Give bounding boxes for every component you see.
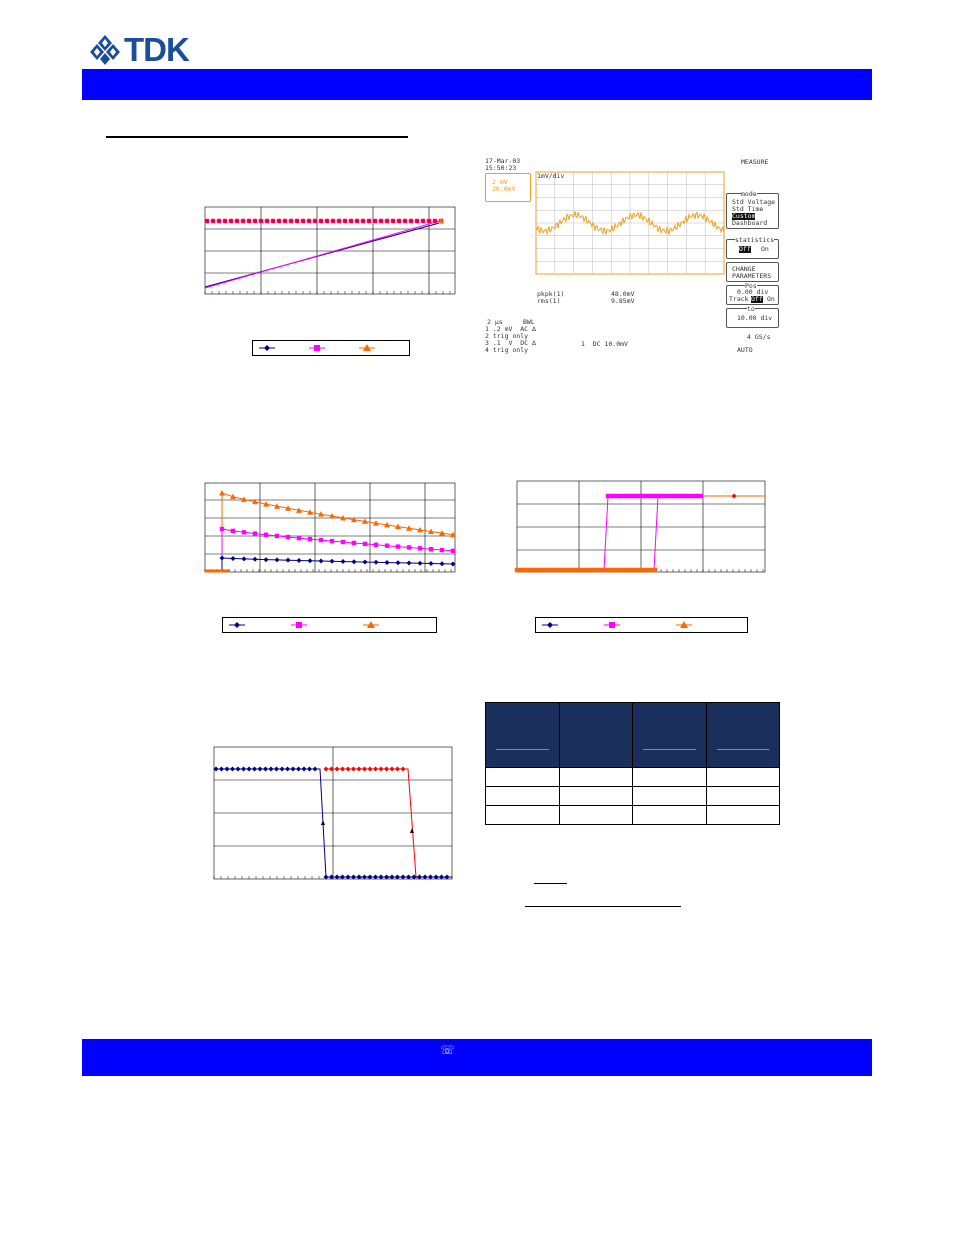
- legend-square-icon: [609, 622, 615, 628]
- scope-timebase: 2 μs: [487, 318, 503, 326]
- tdk-diamond-icon: [88, 34, 122, 66]
- telephone-icon: ☏: [440, 1043, 456, 1057]
- scope-sample-rate: 4 GS/s: [747, 333, 771, 341]
- scope-bwl: BWL: [523, 318, 535, 326]
- legend-square-icon: [314, 345, 320, 351]
- table-header-cell: [633, 703, 707, 768]
- scope-pkpk-label: pkpk(1): [537, 290, 565, 298]
- legend-square-icon: [296, 622, 302, 628]
- spec-table: [485, 702, 780, 825]
- legend-diamond-icon: [547, 622, 553, 628]
- table-row: [486, 787, 780, 806]
- scope-trig-mode: AUTO: [737, 346, 753, 354]
- chart-4: [208, 742, 458, 884]
- tdk-logo: [88, 31, 218, 68]
- chart-2-legend: [222, 617, 437, 633]
- legend-diamond-icon: [234, 622, 240, 628]
- oscilloscope-capture: [483, 156, 783, 352]
- table-header-cell: [486, 703, 560, 768]
- scope-mode-menu[interactable]: mode Std Voltage Std Time Custom Dashboard: [726, 193, 779, 229]
- scope-channel-box: 2 mV 20.0mV: [485, 173, 531, 202]
- chart-3-legend: [535, 617, 748, 633]
- scope-time: 15:50:23: [485, 164, 517, 172]
- footer-bar: [82, 1039, 872, 1076]
- scope-statistics-menu[interactable]: statistics Off On: [726, 239, 779, 259]
- chart-3-point: [653, 568, 657, 572]
- chart-1-legend: [252, 340, 410, 356]
- scope-trigger: 1 DC 10.0mV: [581, 340, 628, 348]
- chart-1: [195, 200, 460, 300]
- table-row: [486, 806, 780, 825]
- scope-ch4: 4 trig only: [485, 346, 529, 354]
- header-bar: [82, 69, 872, 100]
- legend-diamond-icon: [264, 345, 270, 351]
- scope-grid: [535, 171, 727, 277]
- scope-position-menu[interactable]: Pos 0.00 div Track Off On: [726, 285, 779, 305]
- table-header-cell: [706, 703, 780, 768]
- table-header-row: [486, 703, 780, 768]
- tdk-wordmark: TDK: [124, 31, 189, 68]
- scope-to-menu[interactable]: to 10.00 div: [726, 308, 779, 328]
- scope-ch2: 2 trig only: [485, 332, 529, 340]
- scope-div-label: 1mV/div: [537, 172, 565, 180]
- scope-rms-label: rms(1): [537, 297, 561, 305]
- scope-pkpk-value: 48.0mV: [611, 290, 635, 298]
- chart-2: [200, 480, 460, 575]
- note-underline-short: [534, 883, 567, 884]
- table-row: [486, 768, 780, 787]
- scope-date: 17-Mar-03: [485, 157, 521, 165]
- table-header-cell: [559, 703, 633, 768]
- scope-ch3: 3 .1 V DC ∆: [485, 339, 536, 347]
- section-underline: [106, 136, 408, 138]
- chart-3: [512, 478, 770, 576]
- scope-rms-value: 9.85mV: [611, 297, 635, 305]
- chart-3-point: [699, 494, 703, 498]
- note-underline-long: [525, 906, 681, 907]
- scope-top-right-label: MEASURE: [741, 158, 769, 166]
- scope-change-parameters-button[interactable]: CHANGE PARAMETERS: [726, 262, 779, 282]
- scope-ch1: 1 .2 mV AC ∆: [485, 325, 536, 333]
